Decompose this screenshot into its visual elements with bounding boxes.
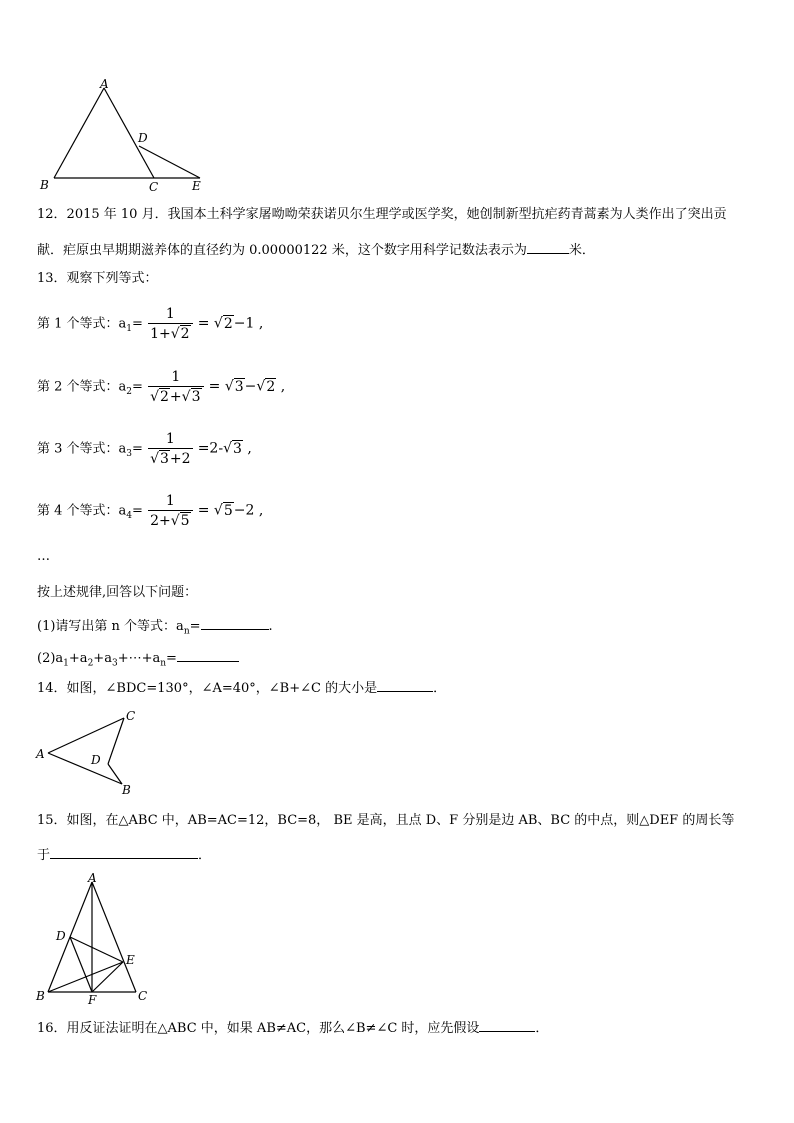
eq1-sub: 1 [126,324,133,335]
eq2-num: 1 [171,369,181,385]
q16-question: 16．用反证法证明在△ABC 中，如果 AB≠AC，那么∠B≠∠C 时，应先假设 ． [37,1017,548,1038]
eq2-fraction [148,368,203,406]
q12-line2-text: 献．疟原虫早期期滋养体的直径约为 0.00000122 米，这个数字用科学记数法表示为 [37,243,527,258]
q13-eq1 [37,305,263,343]
q13-part1: (1)请写出第 n 个等式：$a_n=$ . [37,615,273,641]
eq4-label: 第 4 个等式：a [37,503,127,519]
label-a: A [36,747,45,761]
answer-blank-q12[interactable] [527,239,569,254]
eq4-fraction [148,492,192,530]
label-f: F [88,993,97,1007]
eq3-eqsign: = [132,441,143,457]
q12-line2-tail: 米． [568,243,595,258]
eq4-den: 2+√5 [148,510,192,530]
eq1-num: 1 [165,306,175,322]
eq2-sub: 2 [126,387,133,398]
eq4-rhs: = √5−2 , [197,502,264,519]
eq2-eqsign: = [132,379,143,395]
answer-blank-q13-2[interactable] [177,647,239,662]
q12-line2 [37,239,595,260]
eq4-sub: 4 [126,511,133,522]
eq1-label: 第 1 个等式：a [37,316,127,332]
label-c: C [126,709,136,723]
label-b: B [36,989,45,1003]
label-e: E [126,953,135,967]
label-a: A [100,77,109,91]
eq2-label: 第 2 个等式：a [37,379,127,395]
answer-blank-q15[interactable] [50,844,198,859]
eq1-rhs: = √2−1 , [197,315,264,332]
label-c: C [138,989,148,1003]
eq2-den: √2+√3 [148,386,203,406]
q13-ellipsis: … [37,549,50,564]
eq3-den: √3+2 [148,448,192,468]
figure-triangle-def [34,870,164,1008]
figure-dart-abdc [34,706,154,800]
answer-blank-q14[interactable] [377,677,433,692]
q13-eq3 [37,430,252,468]
q14-question: 14．如图，∠BDC=130°，∠A=40°，∠B+∠C 的大小是 ． [37,677,446,698]
q15-line2: 于 ． [37,844,211,865]
label-b: B [122,783,131,797]
eq1-fraction [148,305,192,343]
eq1-den: 1+√2 [148,323,192,343]
answer-blank-q16[interactable] [479,1017,535,1032]
answer-blank-q13-1[interactable] [201,615,269,630]
figure-triangle-abce [36,76,216,196]
q15-line1: 15．如图，在△ABC 中，AB=AC=12，BC=8， BE 是高，且点 D、F 分别是边 AB、BC 的中点，则△DEF 的周长等 [37,813,735,828]
eq2-rhs: = √3−√2 , [208,378,286,395]
q13-title: 13．观察下列等式： [37,271,158,286]
label-a: A [88,871,97,885]
eq1-eqsign: = [132,316,143,332]
label-d: D [91,753,101,767]
q13-eq2 [37,368,285,406]
eq3-rhs: =2-√3 , [197,440,252,457]
label-c: C [149,180,159,194]
label-d: D [138,131,148,145]
label-e: E [192,179,201,193]
label-b: B [40,178,49,192]
label-d: D [56,929,66,943]
q13-eq4 [37,492,263,530]
q13-instruction: 按上述规律,回答以下问题： [37,585,198,600]
eq3-label: 第 3 个等式：a [37,441,127,457]
eq4-eqsign: = [132,503,143,519]
q13-part2: $(2)a_1+a_2+a_3+\cdots+a_n=$ [37,647,239,673]
eq3-fraction [148,430,192,468]
eq3-num: 1 [165,431,175,447]
eq4-num: 1 [165,493,175,509]
q12-line1: 12．2015 年 10 月．我国本土科学家屠呦呦荣获诺贝尔生理学或医学奖，她创制新型抗疟药青蒿素为人类作出了突出贡 [37,207,727,222]
eq3-sub: 3 [126,449,133,460]
